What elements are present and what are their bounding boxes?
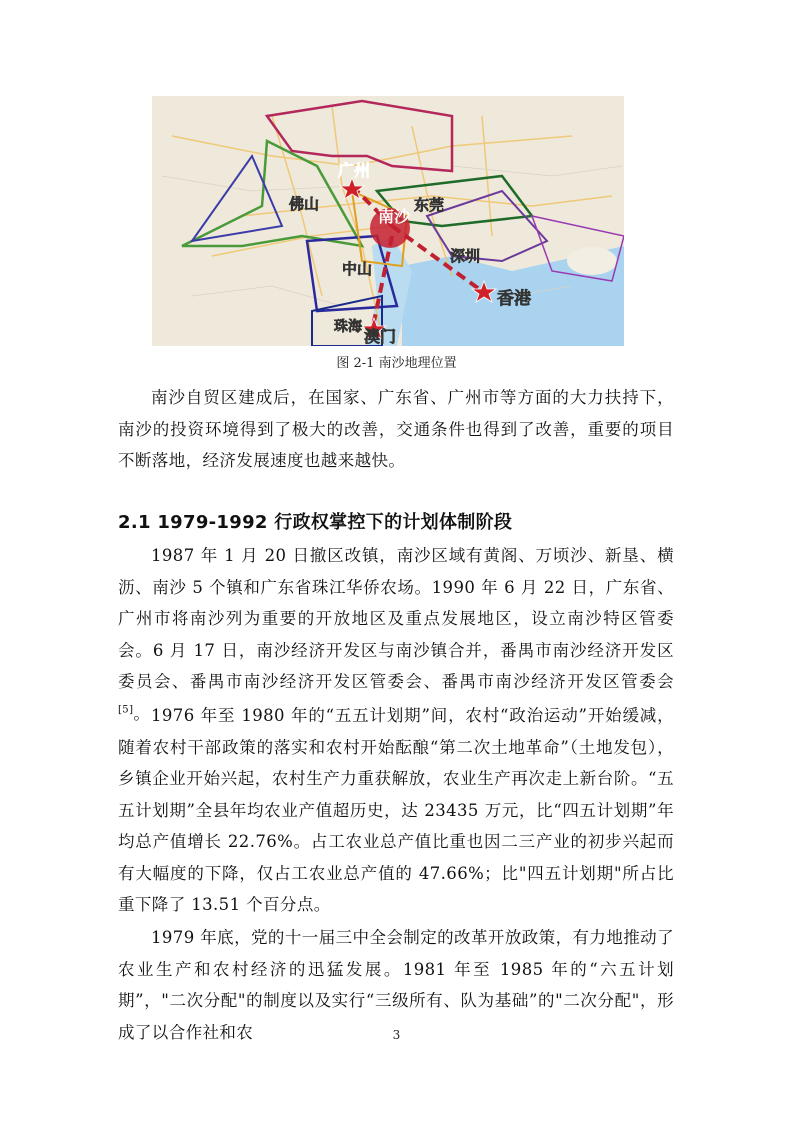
macau-label: 澳门 <box>364 327 397 346</box>
paragraph-1-end: 。 <box>133 703 151 723</box>
paragraph-3: 1979 年底，党的十一届三中全会制定的改革开放政策，有力地推动了农业生产和农村经济的迅猛发展。1981 年至 1985 年的“六五计划期”，"二次分配"的制度以及实行“三级所有、队为基础”的"二次分配"，形成了以合作社和农 <box>118 928 674 1042</box>
nansha-location-map <box>152 96 624 346</box>
shenzhen-label: 深圳 <box>450 247 481 265</box>
figure-caption: 图 2-1 南沙地理位置 <box>336 356 457 371</box>
foshan-label: 佛山 <box>289 195 320 213</box>
paragraph-1-text: 1987 年 1 月 20 日撤区改镇，南沙区域有黄阁、万顷沙、新垦、横沥、南沙 5 个镇和广东省珠江华侨农场。1990 年 6 月 22 日，广东省、广州市将南沙列为重要的开放地区及重点发展地区，设立南沙特区管委会。6 月 17 日，南沙经济开发区与南沙镇合并，番禺市南沙经济开发区委员会、番禺市南沙经济开发区管委会、番禺市南沙经济开发区管委会 <box>118 546 674 691</box>
island <box>567 247 617 275</box>
hongkong-label: 香港 <box>497 289 531 309</box>
citation-ref: [5] <box>118 704 134 715</box>
guangzhou-label: 广州 <box>338 161 371 180</box>
intro-paragraph: 南沙自贸区建成后，在国家、广东省、广州市等方面的大力扶持下，南沙的投资环境得到了极大的改善，交通条件也得到了改善，重要的项目不断落地，经济发展速度也越来越快。 <box>118 388 674 470</box>
zhuhai-label: 珠海 <box>334 319 362 335</box>
nansha-label: 南沙 <box>378 207 411 226</box>
zhongshan-label: 中山 <box>342 260 373 278</box>
paragraph-2: 1976 年至 1980 年的“五五计划期”间，农村“政治运动”开始缓减，随着农村干部政策的落实和农村开始酝酿“第二次土地革命”（土地发包），乡镇企业开始兴起，农村生产力重获解放，农业生产再次走上新台阶。“五五计划期”全县年均农业产值超历史，达 23435 万元，比“四五计划期”年均总产值增长 22.76%。占工农业总产值比重也因二三产业的初步兴起而有大幅度的下降，仅占工农业总产值的 47.66%；比"四五计划期"所占比重下降了 13.51 个百分点。 <box>118 706 674 914</box>
page-number: 3 <box>392 1028 401 1042</box>
dongguan-label: 东莞 <box>414 196 445 214</box>
map-graphic <box>152 96 624 346</box>
section-heading: 2.1 1979-1992 行政权掌控下的计划体制阶段 <box>118 512 513 533</box>
